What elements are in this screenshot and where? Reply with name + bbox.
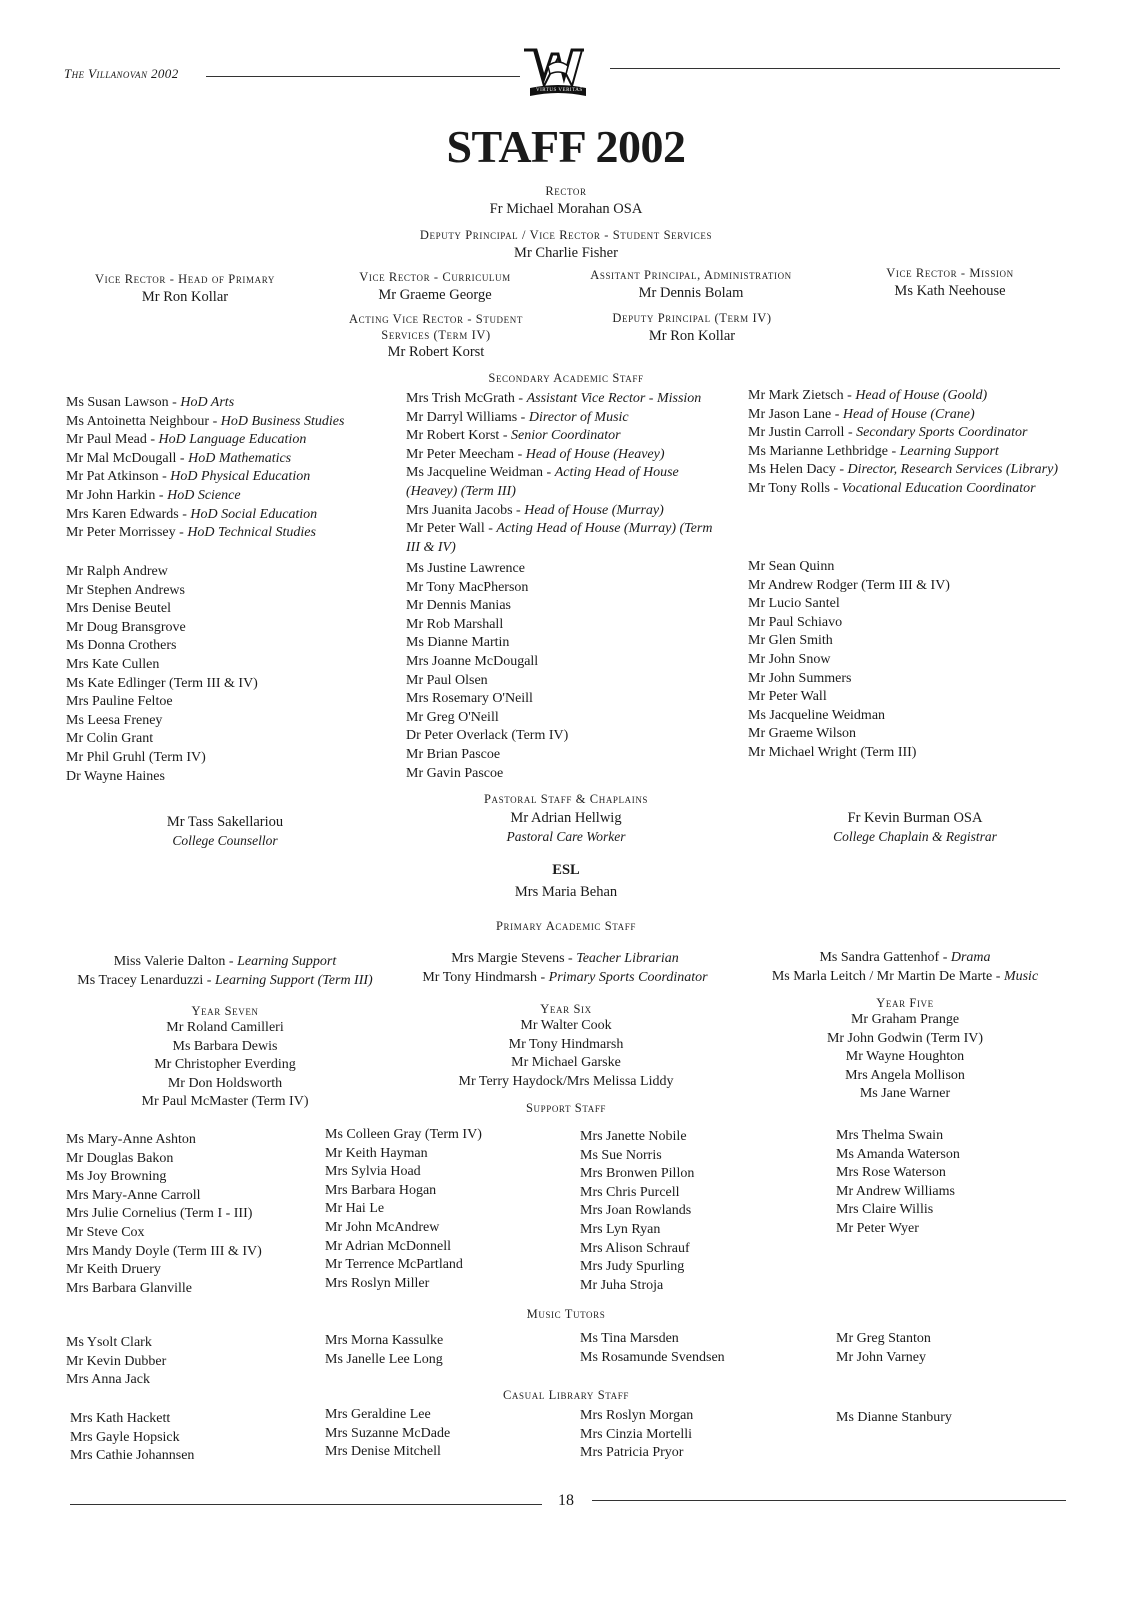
staff-name-item: Ms Leesa Freney [66, 712, 163, 728]
page-title: STAFF 2002 [446, 121, 686, 172]
music-heading: Music Tutors [526, 1307, 606, 1321]
staff-role: Assistant Vice Rector - Mission [526, 391, 702, 406]
staff-name-item: Mr Gavin Pascoe [406, 765, 504, 781]
deputy-label: Deputy Principal / Vice Rector - Student Services [419, 228, 713, 242]
staff-name-item: Ms Janelle Lee Long [325, 1351, 443, 1367]
staff-name-item: Mrs Anna Jack [66, 1372, 150, 1388]
staff-name-item: Ms Donna Crothers [66, 638, 177, 654]
primary-head-name: Mr Ron Kollar [141, 289, 229, 305]
staff-role: HoD Physical Education [170, 469, 311, 485]
staff-name-item: Mrs Barbara Hogan [325, 1182, 437, 1198]
support-heading: Support Staff [525, 1101, 607, 1115]
staff-name-item: Mr Christopher Everding [154, 1057, 296, 1073]
secondary-roles-col1 [66, 394, 344, 543]
staff-name-item: Ms Sue Norris [580, 1147, 662, 1163]
logo-motto: VIRTUS VERITAS [536, 88, 583, 93]
staff-name-item: Mrs Alison Schrauf [580, 1240, 690, 1256]
staff-name-item: Mr Wayne Houghton [845, 1049, 965, 1065]
primary-left [50, 953, 400, 990]
staff-role: HoD Social Education [190, 506, 318, 522]
staff-name-item: Mr Brian Pascoe [406, 746, 501, 762]
staff-name: Mr Mal McDougall - [66, 450, 189, 466]
pastoral-mid [416, 809, 716, 846]
acting-block [338, 311, 534, 362]
staff-name-item: Mrs Julie Cornelius (Term I - III) [66, 1206, 253, 1222]
staff-name: Mrs Juanita Jacobs - [406, 502, 525, 518]
deputy-block [316, 226, 816, 263]
staff-name-item: Ms Mary-Anne Ashton [66, 1132, 196, 1147]
staff-role: Head of House (Murray) [524, 502, 664, 518]
staff-role-item [66, 431, 344, 450]
staff-name-item: Mr John Summers [748, 670, 852, 686]
staff-name-item: Mrs Pauline Feltoe [66, 694, 173, 710]
esl-block [416, 861, 716, 901]
staff-name-item: Mr Lucio Santel [748, 596, 840, 612]
staff-name-item: Ms Rosamunde Svendsen [580, 1349, 725, 1365]
admin-block [566, 266, 816, 303]
staff-name-item: Mrs Chris Purcell [580, 1184, 680, 1200]
staff-role: Head of House (Goold) [855, 388, 988, 403]
year-seven-label: Year Seven [191, 1004, 259, 1018]
deputy-name: Mr Charlie Fisher [514, 245, 618, 261]
primary-head-block [60, 270, 310, 307]
staff-name: Mr Jason Lane - [748, 406, 843, 422]
staff-role: HoD Technical Studies [187, 525, 316, 541]
year-five-block [780, 996, 1030, 1104]
deputy-t4-block [582, 309, 802, 346]
staff-name-item: Mr Roland Camilleri [166, 1020, 284, 1035]
staff-name-item: Ms Ysolt Clark [66, 1335, 152, 1350]
staff-name-item: Ms Jane Warner [859, 1086, 951, 1102]
year-seven-block [100, 1004, 350, 1112]
staff-name-item: Mr Glen Smith [748, 633, 833, 649]
library-col2 [325, 1406, 450, 1462]
pastoral-right-name: Fr Kevin Burman OSA [847, 810, 983, 826]
year-five-label: Year Five [876, 996, 934, 1010]
staff-name-item: Mrs Bronwen Pillon [580, 1166, 695, 1182]
staff-role: Drama [950, 950, 991, 965]
year-five-list [780, 1011, 1030, 1104]
staff-name-item: Mrs Roslyn Miller [325, 1275, 430, 1291]
staff-name: Mr Peter Morrissey - [66, 525, 188, 541]
staff-name-item: Mr Ralph Andrew [66, 564, 168, 579]
staff-name-item: Mr Terrence McPartland [325, 1257, 463, 1273]
primary-head-label: Vice Rector - Head of Primary [95, 272, 275, 286]
staff-name-item: Mrs Denise Beutel [66, 601, 171, 617]
staff-role-item [66, 506, 344, 525]
admin-name: Mr Dennis Bolam [638, 285, 744, 301]
staff-name: Ms Helen Dacy - [748, 462, 848, 478]
secondary-roles-col2 [406, 390, 726, 557]
staff-name-item: Mrs Denise Mitchell [325, 1444, 441, 1460]
staff-role: Acting Head of House (Heavey) (Term III) [406, 465, 679, 499]
staff-name-item: Mr Greg Stanton [836, 1331, 931, 1346]
staff-name-item: Mr Michael Wright (Term III) [748, 744, 917, 760]
staff-role: HoD Business Studies [220, 413, 345, 429]
support-col1 [66, 1131, 262, 1298]
staff-name-item: Mrs Kate Cullen [66, 656, 160, 672]
staff-name: Mr Robert Korst - [406, 428, 511, 444]
staff-role-item [66, 487, 344, 506]
staff-name-item: Mr Stephen Andrews [66, 582, 185, 598]
staff-name-item: Mr Kevin Dubber [66, 1353, 167, 1369]
staff-role-item [66, 450, 344, 469]
staff-name-item: Mrs Cathie Johannsen [70, 1448, 195, 1464]
staff-role: Learning Support [237, 954, 337, 969]
support-col4 [836, 1127, 960, 1239]
secondary-roles-col3 [748, 387, 1058, 499]
staff-role: Director, Research Services (Library) [847, 462, 1058, 478]
mission-name: Ms Kath Neehouse [894, 283, 1006, 299]
staff-name-item: Mrs Lyn Ryan [580, 1221, 661, 1237]
staff-name-item: Mr John McAndrew [325, 1219, 440, 1235]
year-seven-list [100, 1019, 350, 1112]
staff-name-item: Mr Phil Gruhl (Term IV) [66, 749, 206, 765]
staff-name-item: Mr Paul Schiavo [748, 614, 843, 630]
staff-role: Head of House (Crane) [842, 406, 975, 422]
staff-name: Ms Tracey Lenarduzzi - [77, 972, 215, 988]
staff-name-item: Ms Dianne Martin [406, 635, 510, 651]
pastoral-left-role: College Counsellor [172, 832, 278, 848]
page-number: 18 [558, 1492, 574, 1509]
staff-role-item [748, 480, 1058, 499]
staff-role-item [748, 443, 1058, 462]
staff-role: Primary Sports Coordinator [548, 969, 708, 985]
staff-name-item: Ms Joy Browning [66, 1169, 167, 1185]
secondary-heading: Secondary Academic Staff [488, 371, 644, 385]
staff-name: Ms Antoinetta Neighbour - [66, 413, 221, 429]
header-rule-right [610, 68, 1060, 69]
staff-name-item: Mr Rob Marshall [406, 616, 504, 632]
staff-role-item [740, 949, 1070, 968]
footer-rule-right [592, 1500, 1066, 1501]
staff-role-item [50, 972, 400, 991]
staff-role: Vocational Education Coordinator [841, 480, 1036, 496]
staff-role-item [66, 524, 344, 543]
primary-heading: Primary Academic Staff [496, 919, 636, 933]
staff-role-item [748, 424, 1058, 443]
staff-name-item: Mr Walter Cook [520, 1018, 612, 1033]
staff-name-item: Mrs Roslyn Morgan [580, 1408, 694, 1423]
college-logo [522, 44, 594, 104]
admin-label: Assitant Principal, Administration [590, 268, 792, 282]
staff-role: Secondary Sports Coordinator [856, 425, 1028, 441]
year-six-list [416, 1017, 716, 1091]
staff-name-item: Mr Michael Garske [511, 1055, 621, 1071]
staff-name: Ms Sandra Gattenhof - [819, 950, 951, 965]
staff-name-item: Mr Sean Quinn [748, 559, 835, 574]
curriculum-label: Vice Rector - Curriculum [359, 270, 511, 284]
staff-name-item: Ms Justine Lawrence [406, 561, 525, 576]
staff-name-item: Mr Keith Druery [66, 1262, 161, 1278]
staff-name-item: Mr Terry Haydock/Mrs Melissa Liddy [458, 1073, 674, 1089]
staff-role-item [406, 409, 726, 428]
deputy-t4-name: Mr Ron Kollar [648, 328, 736, 344]
staff-role: HoD Mathematics [188, 450, 292, 466]
staff-role: Music [1003, 968, 1039, 984]
curriculum-block [335, 268, 535, 305]
staff-name-item: Mr Andrew Williams [836, 1183, 955, 1199]
staff-name-item: Ms Tina Marsden [580, 1331, 679, 1346]
staff-name-item: Ms Jacqueline Weidman [748, 707, 886, 723]
staff-role-item [406, 502, 726, 521]
pastoral-mid-name: Mr Adrian Hellwig [510, 810, 622, 826]
staff-name: Ms Jacqueline Weidman - [406, 465, 555, 481]
staff-name-item: Mrs Morna Kassulke [325, 1333, 444, 1348]
staff-name-item: Mr Juha Stroja [580, 1277, 664, 1293]
mission-block [850, 264, 1050, 301]
publication-title: The Villanovan 2002 [64, 66, 179, 81]
staff-name-item: Mr Andrew Rodger (Term III & IV) [748, 577, 950, 593]
staff-name-item: Mr Hai Le [325, 1201, 385, 1217]
secondary-staff-col3 [748, 558, 950, 763]
staff-name: Ms Marianne Lethbridge - [748, 443, 900, 459]
primary-mid [400, 950, 730, 987]
library-col4 [836, 1409, 952, 1428]
staff-role-item [50, 953, 400, 972]
staff-role-item [406, 446, 726, 465]
secondary-staff-col2 [406, 560, 568, 783]
staff-name-item: Ms Barbara Dewis [172, 1038, 278, 1054]
staff-role-item [66, 413, 344, 432]
music-col3 [580, 1330, 725, 1367]
support-col2 [325, 1126, 482, 1293]
music-col2 [325, 1332, 443, 1369]
staff-name: Ms Marla Leitch / Mr Martin De Marte - [771, 968, 1004, 984]
library-col3 [580, 1407, 693, 1463]
staff-name-item: Mrs Cinzia Mortelli [580, 1426, 692, 1442]
staff-name: Mrs Trish McGrath - [406, 391, 527, 406]
staff-name-item: Mrs Barbara Glanville [66, 1280, 192, 1296]
staff-name-item: Mrs Rose Waterson [836, 1165, 946, 1181]
staff-name-item: Mr Steve Cox [66, 1224, 145, 1240]
staff-name-item: Dr Wayne Haines [66, 768, 165, 784]
acting-name: Mr Robert Korst [387, 344, 485, 360]
staff-name-item: Mrs Thelma Swain [836, 1128, 944, 1143]
staff-name-item: Mrs Patricia Pryor [580, 1445, 684, 1461]
header-rule-left [206, 76, 520, 77]
staff-name-item: Mr John Snow [748, 651, 831, 667]
rector-label: Rector [545, 184, 587, 198]
staff-name-item: Mrs Judy Spurling [580, 1259, 685, 1275]
staff-name-item: Mr John Varney [836, 1349, 926, 1365]
music-col1 [66, 1334, 166, 1390]
staff-name-item: Mr Doug Bransgrove [66, 619, 186, 635]
staff-role-item [748, 461, 1058, 480]
staff-role-item [66, 468, 344, 487]
staff-name-item: Mrs Mandy Doyle (Term III & IV) [66, 1243, 262, 1259]
staff-name: Mr Justin Carroll - [748, 425, 857, 441]
staff-name-item: Dr Peter Overlack (Term IV) [406, 728, 569, 744]
staff-name-item: Mr Adrian McDonnell [325, 1238, 451, 1254]
staff-role: Teacher Librarian [576, 951, 679, 966]
staff-name-item: Mr Tony MacPherson [406, 579, 529, 595]
staff-name-item: Mr Peter Wall [748, 689, 827, 705]
staff-name-item: Mr Tony Hindmarsh [508, 1036, 624, 1052]
staff-name-item: Mr Don Holdsworth [167, 1075, 283, 1091]
staff-name: Mr Paul Mead - [66, 432, 159, 448]
staff-role: Learning Support (Term III) [214, 972, 373, 988]
staff-name-item: Mr Paul McMaster (Term IV) [141, 1094, 309, 1110]
staff-name: Mr John Harkin - [66, 487, 168, 503]
staff-name-item: Mr Douglas Bakon [66, 1150, 174, 1166]
staff-name: Mr Tony Hindmarsh - [422, 969, 549, 985]
deputy-t4-label: Deputy Principal (Term IV) [612, 311, 772, 325]
staff-name: Mr Darryl Williams - [406, 409, 529, 425]
staff-role-item [400, 950, 730, 969]
staff-role: HoD Arts [180, 395, 235, 410]
staff-name-item: Mrs Joanne McDougall [406, 653, 539, 669]
staff-name-item: Mrs Sylvia Hoad [325, 1164, 421, 1180]
pastoral-mid-role: Pastoral Care Worker [506, 828, 626, 844]
rector-block [416, 182, 716, 219]
staff-name-item: Mrs Suzanne McDade [325, 1425, 451, 1441]
staff-name-item: Mr Graeme Wilson [748, 726, 857, 742]
staff-name-item: Mrs Geraldine Lee [325, 1407, 431, 1422]
staff-role: Learning Support [899, 443, 999, 459]
staff-name: Mrs Karen Edwards - [66, 506, 191, 522]
music-col4 [836, 1330, 931, 1367]
mission-label: Vice Rector - Mission [886, 266, 1014, 280]
staff-name-item: Ms Amanda Waterson [836, 1146, 960, 1162]
staff-role-item [748, 387, 1058, 406]
staff-role: Senior Coordinator [511, 428, 621, 444]
staff-name: Mr Peter Meecham - [406, 446, 526, 462]
staff-name: Mr Pat Atkinson - [66, 469, 171, 485]
support-col3 [580, 1128, 694, 1295]
staff-name: Mr Tony Rolls - [748, 480, 842, 496]
staff-role-item [406, 427, 726, 446]
staff-name-item: Mr Colin Grant [66, 731, 154, 747]
staff-role: Director of Music [528, 409, 629, 425]
staff-name-item: Mr Paul Olsen [406, 672, 488, 688]
pastoral-heading: Pastoral Staff & Chaplains [483, 792, 649, 806]
esl-heading: ESL [552, 862, 580, 878]
pastoral-left-name: Mr Tass Sakellariou [166, 814, 284, 830]
staff-name-item: Mr Keith Hayman [325, 1145, 428, 1161]
rector-name: Fr Michael Morahan OSA [489, 201, 643, 217]
curriculum-name: Mr Graeme George [378, 287, 492, 303]
staff-role-item [66, 394, 344, 413]
pastoral-right [790, 809, 1040, 846]
staff-name: Mr Mark Zietsch - [748, 388, 856, 403]
staff-role-item [748, 406, 1058, 425]
year-six-block [416, 1002, 716, 1091]
staff-name-item: Mr Dennis Manias [406, 598, 511, 614]
staff-name-item: Mrs Joan Rowlands [580, 1203, 692, 1219]
footer-rule-left [70, 1504, 542, 1505]
staff-name-item: Mr Graham Prange [850, 1012, 960, 1027]
acting-label: Acting Vice Rector - Student Services (Term IV) [349, 312, 523, 342]
staff-name-item: Mrs Claire Willis [836, 1202, 934, 1218]
staff-name: Mr Peter Wall - [406, 521, 497, 537]
staff-name: Mrs Margie Stevens - [451, 951, 577, 966]
staff-role-item [400, 969, 730, 988]
staff-name-item: Mr Greg O'Neill [406, 709, 499, 725]
primary-right [740, 949, 1070, 986]
staff-name-item: Mrs Angela Mollison [845, 1067, 965, 1083]
staff-name-item: Mrs Rosemary O'Neill [406, 691, 533, 707]
staff-name: Ms Susan Lawson - [66, 395, 181, 410]
year-six-label: Year Six [540, 1002, 592, 1016]
staff-role: HoD Language Education [158, 432, 307, 448]
esl-name: Mrs Maria Behan [514, 883, 618, 900]
staff-role-item [740, 968, 1070, 987]
staff-name-item: Ms Kate Edlinger (Term III & IV) [66, 675, 258, 691]
staff-name-item: Ms Dianne Stanbury [836, 1410, 952, 1425]
pastoral-left [100, 813, 350, 850]
staff-name-item: Mrs Kath Hackett [70, 1411, 171, 1426]
staff-name-item: Mrs Janette Nobile [580, 1129, 687, 1144]
library-col1 [70, 1410, 194, 1466]
staff-name-item: Mr Peter Wyer [836, 1220, 919, 1236]
staff-role: Head of House (Heavey) [525, 446, 665, 462]
staff-name-item: Mrs Gayle Hopsick [70, 1429, 180, 1445]
staff-name-item: Mrs Mary-Anne Carroll [66, 1187, 201, 1203]
staff-name-item: Ms Colleen Gray (Term IV) [325, 1127, 482, 1142]
staff-name-item: Mr John Godwin (Term IV) [826, 1030, 984, 1046]
pastoral-right-role: College Chaplain & Registrar [833, 828, 997, 844]
staff-role-item [406, 390, 726, 409]
library-heading: Casual Library Staff [503, 1388, 629, 1402]
secondary-staff-col1 [66, 563, 258, 786]
staff-name: Miss Valerie Dalton - [113, 954, 238, 969]
staff-role-item [406, 464, 726, 501]
staff-role: Acting Head of House (Murray) (Term III & IV) [406, 521, 713, 555]
staff-role-item [406, 520, 726, 557]
staff-role: HoD Science [167, 487, 241, 503]
